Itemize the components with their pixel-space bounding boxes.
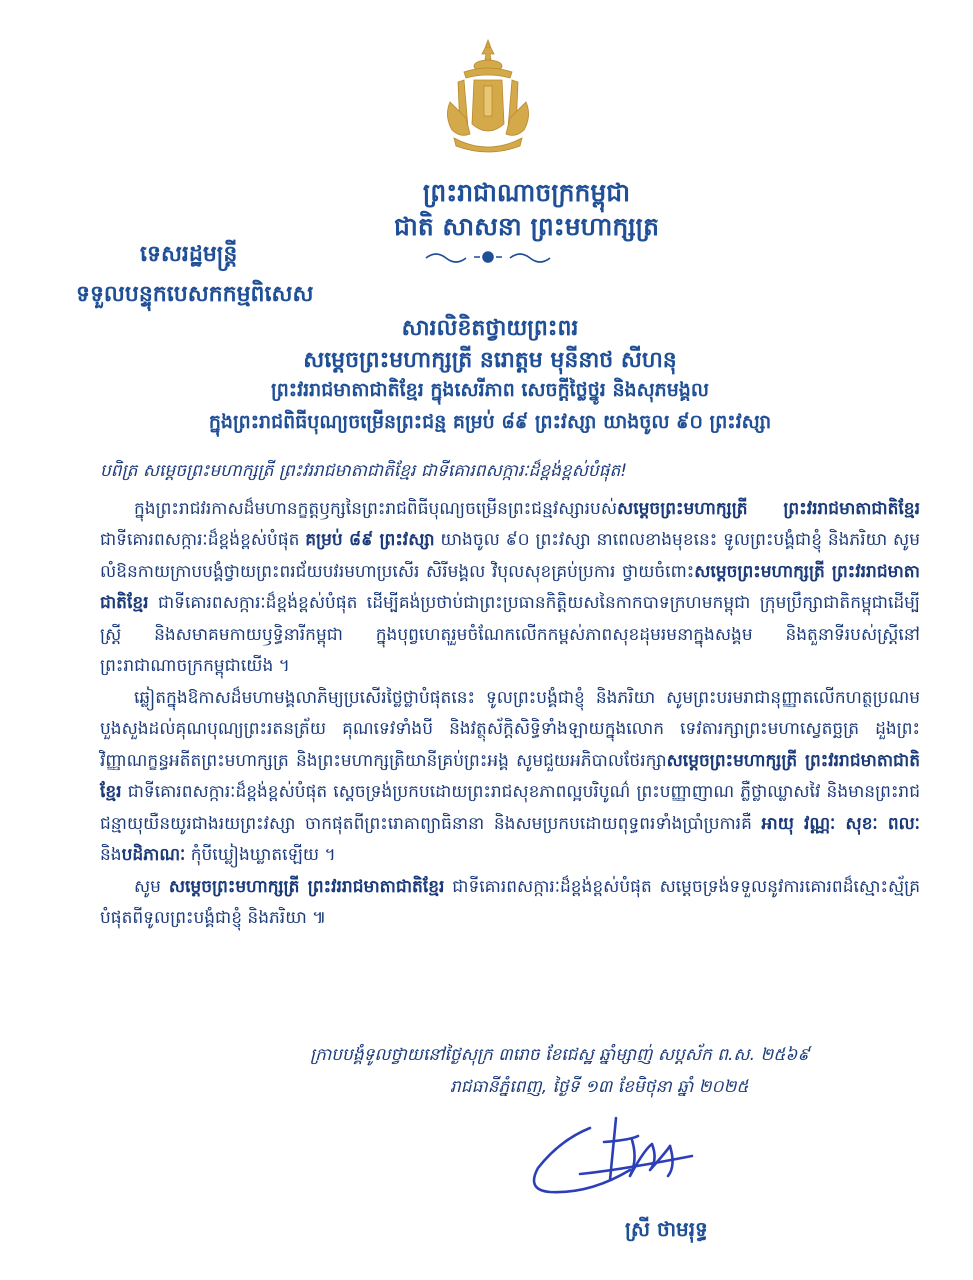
text-run: ជាទីគោរពសក្ការៈដ៏ខ្ពង់ខ្ពស់បំផុត ស្តេចទ្រង់ប្រកបដោយព្រះរាជសុខភាពល្អបរិបូណ៌ ព្រះបញ្ញាញាណ ភ្លឺថ្លាឈ្លាសវៃ និងមានព្រះរាជជន្មាយុយឺនយូរជាងរយព្រះវស្សា ចាកផុតពីព្រះរោគាព្យាធិនានា និងសមប្រកបដោយពុទ្ធពរទាំងប្រាំប្រការគឺ xyxy=(100,782,920,834)
text-run: កុំបីឃ្លៀងឃ្លាតឡើយ ។ xyxy=(185,845,336,865)
text-run: ជាទីគោរពសក្ការៈដ៏ខ្ពង់ខ្ពស់បំផុត xyxy=(100,530,306,550)
letter-subtitle-occasion: ក្នុងព្រះរាជពិធីបុណ្យចម្រើនព្រះជន្ម គម្រប់ ៨៩ ព្រះវស្សា យាងចូល ៩០ ព្រះវស្សា xyxy=(208,411,772,433)
royal-arms-icon xyxy=(438,38,538,156)
bold-text-run: អាយុ វណ្ណៈ សុខៈ ពលៈ xyxy=(761,813,920,834)
paragraph-3 xyxy=(100,872,920,935)
text-run: និង xyxy=(100,845,122,865)
closing-date-lunar: ក្រាបបង្គំទូលថ្វាយនៅថ្ងៃសុក្រ ៣រោច ខែជេស្ឋ ឆ្នាំម្សាញ់ សប្តស័ក ព.ស. ២៥៦៩ xyxy=(310,1045,810,1065)
signature-icon xyxy=(520,1110,710,1210)
letter-subtitle-role: ព្រះវររាជមាតាជាតិខ្មែរ ក្នុងសេរីភាព សេចក្តីថ្លៃថ្នូរ និងសុភមង្គល xyxy=(271,379,709,401)
letter-subtitle-queen: សម្តេចព្រះមហាក្សត្រី នរោត្តម មុនីនាថ សីហនុ xyxy=(303,348,677,373)
bold-text-run: បដិភាណៈ xyxy=(121,845,186,865)
text-run: ឆ្លៀតក្នុងឱកាសដ៏មហាមង្គលាភិម្យប្រសើរថ្លៃថ្លាបំផុតនេះ ទូលព្រះបង្គំជាខ្ញុំ និងភរិយា សូមព្រះបរមរាជានុញ្ញាតលើកហត្ថប្រណមបួងសួងដល់គុណបុណ្យព្រះរតនត្រ័យ គុណទេវទាំងបី និងវត្ថុស័ក្តិសិទ្ធិទាំងឡាយក្នុងលោក ទេវតារក្សាព្រះមហាស្វេតច្ឆត្រ ដួងព្រះវិញ្ញាណក្ខន្ធអតីតព្រះមហាក្សត្រ និងព្រះមហាក្សត្រិយានីគ្រប់ព្រះអង្គ សូមជួយអភិបាលថែរក្សា xyxy=(100,687,920,771)
text-run: ក្នុងព្រះរាជវរកាសដ៏មហានក្ខត្តឫក្សនៃព្រះរាជពិធីបុណ្យចម្រើនព្រះជន្មវស្សារបស់ xyxy=(134,498,618,519)
signer-name: ស្រី ថាមរុទ្ធ xyxy=(625,1217,708,1241)
letter-title: សារលិខិតថ្វាយព្រះពរ xyxy=(401,316,579,341)
closing-date-place: រាជធានីភ្នំពេញ, ថ្ងៃទី ១៣ ខែមិថុនា ឆ្នាំ ២០២៥ xyxy=(450,1077,749,1097)
decorative-divider-icon xyxy=(418,246,558,268)
text-run: ជាទីគោរពសក្ការៈដ៏ខ្ពង់ខ្ពស់បំផុត ដើម្បីគង់ប្រថាប់ជាព្រះប្រធានកិត្តិយសនៃកាកបាទក្រហមកម្ពុជា ក្រុមប្រឹក្សាជាតិកម្ពុជាដើម្បីស្ត្រី និងសមាគមកាយឫទ្ធិនារីកម្ពុជា ក្នុងបុព្វហេតុរួមចំណែកលើកកម្ពស់ភាពសុខដុមរមនាក្នុងសង្គម និងតួនាទីរបស់ស្ត្រីនៅព្រះរាជាណាចក្រកម្ពុជាយើង ។ xyxy=(100,593,920,676)
kingdom-name: ព្រះរាជាណាចក្រកម្ពុជា xyxy=(422,178,631,207)
bold-text-run: សម្តេចព្រះមហាក្សត្រី ព្រះវររាជមាតាជាតិខ្មែរ xyxy=(617,498,920,519)
bold-text-run: គម្រប់ ៨៩ ព្រះវស្សា xyxy=(305,530,435,550)
paragraph-1 xyxy=(100,494,920,683)
text-run: យាងចូល ៩០ ព្រះវស្សា នាពេលខាងមុខនេះ ទូលព្រះបង្គំជាខ្ញុំ និងភរិយា សូមលំឱនកាយក្រាបបង្គំថ្វាយព្រះពរជ័យបវរមហាប្រសើរ សិរីមង្គល វិបុលសុខគ្រប់ប្រការ ថ្វាយចំពោះ xyxy=(100,530,920,582)
salutation: បពិត្រ សម្តេចព្រះមហាក្សត្រី ព្រះវររាជមាតាជាតិខ្មែរ ជាទីគោរពសក្ការៈដ៏ខ្ពង់ខ្ពស់បំផុត! xyxy=(100,461,628,481)
national-motto: ជាតិ សាសនា ព្រះមហាក្សត្រ xyxy=(394,212,659,241)
letter-body xyxy=(100,456,920,935)
bold-text-run: សម្តេចព្រះមហាក្សត្រី ព្រះវររាជមាតាជាតិខ្មែរ xyxy=(168,876,445,897)
sender-title: ទេសរដ្ឋមន្ត្រី xyxy=(140,242,238,267)
bold-text-run: សម្តេចព្រះមហាក្សត្រី ព្រះវររាជមាតាជាតិខ្មែរ xyxy=(100,561,920,613)
paragraph-2 xyxy=(100,683,920,872)
bold-text-run: សម្តេចព្រះមហាក្សត្រី ព្រះវររាជមាតាជាតិខ្មែរ xyxy=(100,750,920,802)
text-run: សូម xyxy=(134,876,169,897)
text-run: ជាទីគោរពសក្ការៈដ៏ខ្ពង់ខ្ពស់បំផុត សម្តេចទ្រង់ទទួលនូវការគោរពដ៏ស្មោះស្ម័គ្របំផុតពីទូលព្រះបង្គំជាខ្ញុំ និងភរិយា ៕ xyxy=(100,876,920,928)
sender-office: ទទួលបន្ទុកបេសកកម្មពិសេស xyxy=(76,282,314,307)
